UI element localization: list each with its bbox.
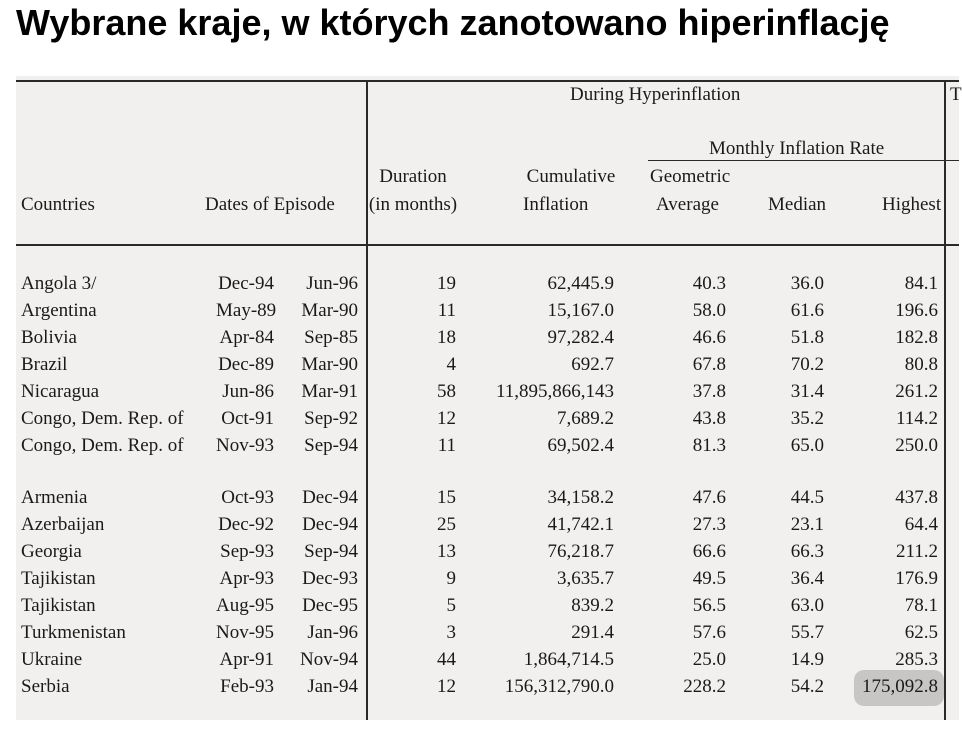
cell-start: Dec-92 xyxy=(218,514,274,535)
cell-end: Nov-94 xyxy=(300,649,359,670)
cell-end: Dec-93 xyxy=(302,568,358,589)
cell-country: Nicaragua xyxy=(21,381,100,402)
cell-duration: 44 xyxy=(437,649,456,670)
header-duration-line1: Duration xyxy=(379,166,447,187)
cell-duration: 3 xyxy=(446,622,456,643)
cell-cumulative: 1,864,714.5 xyxy=(523,649,614,670)
cell-end: Mar-90 xyxy=(301,300,358,321)
cell-highest: 211.2 xyxy=(895,541,938,562)
divider-right-edge xyxy=(944,80,946,720)
cell-start: Nov-93 xyxy=(216,435,275,456)
cell-country: Angola 3/ xyxy=(21,273,97,294)
cell-cumulative: 692.7 xyxy=(571,354,614,375)
cell-cumulative: 839.2 xyxy=(571,595,614,616)
cell-highest: 84.1 xyxy=(904,273,938,294)
header-cumulative-line1: Cumulative xyxy=(526,166,616,187)
cell-geometric: 81.3 xyxy=(692,435,726,456)
cell-cumulative: 69,502.4 xyxy=(547,435,614,456)
header-cumulative-line2: Inflation xyxy=(523,194,589,215)
cell-country: Azerbaijan xyxy=(21,514,105,535)
cell-country: Tajikistan xyxy=(21,568,96,589)
cell-cumulative: 3,635.7 xyxy=(557,568,614,589)
cell-country: Turkmenistan xyxy=(21,622,126,643)
cell-median: 66.3 xyxy=(790,541,824,562)
cell-geometric: 43.8 xyxy=(692,408,726,429)
cell-country: Congo, Dem. Rep. of xyxy=(21,435,184,456)
cell-country: Congo, Dem. Rep. of xyxy=(21,408,184,429)
cell-median: 63.0 xyxy=(790,595,824,616)
cell-median: 70.2 xyxy=(790,354,824,375)
cell-duration: 12 xyxy=(437,408,456,429)
header-dates: Dates of Episode xyxy=(205,194,335,215)
cell-cumulative: 156,312,790.0 xyxy=(504,676,614,697)
cell-geometric: 56.5 xyxy=(692,595,726,616)
cell-geometric: 67.8 xyxy=(692,354,726,375)
cell-country: Armenia xyxy=(21,487,88,508)
cell-country: Tajikistan xyxy=(21,595,96,616)
cell-median: 54.2 xyxy=(790,676,824,697)
cell-cumulative: 7,689.2 xyxy=(557,408,614,429)
cell-duration: 18 xyxy=(437,327,456,348)
header-bottom-rule xyxy=(16,244,959,246)
cell-highest: 261.2 xyxy=(895,381,938,402)
cell-median: 36.4 xyxy=(790,568,824,589)
cell-highest: 80.8 xyxy=(904,354,938,375)
cell-end: Dec-95 xyxy=(302,595,358,616)
cell-duration: 5 xyxy=(446,595,456,616)
cell-start: Aug-95 xyxy=(216,595,275,616)
cell-median: 31.4 xyxy=(790,381,824,402)
cell-highest: 175,092.8 xyxy=(862,676,938,697)
cell-country: Bolivia xyxy=(21,327,77,348)
cell-end: Sep-94 xyxy=(304,435,358,456)
cell-start: Jun-86 xyxy=(222,381,274,402)
cell-geometric: 25.0 xyxy=(692,649,726,670)
cell-country: Ukraine xyxy=(21,649,83,670)
cell-highest: 176.9 xyxy=(895,568,938,589)
slide-title: Wybrane kraje, w których zanotowano hiperinflację xyxy=(16,2,890,43)
cell-cumulative: 97,282.4 xyxy=(547,327,614,348)
cell-median: 65.0 xyxy=(790,435,824,456)
cell-highest: 285.3 xyxy=(895,649,938,670)
scanned-table xyxy=(16,76,962,720)
cell-geometric: 46.6 xyxy=(692,327,726,348)
header-highest: Highest xyxy=(882,194,942,215)
cell-highest: 114.2 xyxy=(895,408,938,429)
cell-duration: 12 xyxy=(437,676,456,697)
cell-highest: 78.1 xyxy=(904,595,938,616)
cell-start: Nov-95 xyxy=(216,622,275,643)
cell-cumulative: 15,167.0 xyxy=(547,300,614,321)
cell-duration: 19 xyxy=(437,273,456,294)
cell-country: Serbia xyxy=(21,676,70,697)
cell-geometric: 228.2 xyxy=(683,676,726,697)
cell-median: 51.8 xyxy=(790,327,824,348)
cell-end: Dec-94 xyxy=(302,514,358,535)
cell-end: Jan-94 xyxy=(307,676,358,697)
cell-end: Sep-92 xyxy=(304,408,358,429)
cell-start: Sep-93 xyxy=(220,541,274,562)
cell-cumulative: 34,158.2 xyxy=(547,487,614,508)
cell-start: Apr-93 xyxy=(219,568,274,589)
cell-geometric: 57.6 xyxy=(692,622,726,643)
cell-end: Jun-96 xyxy=(306,273,358,294)
cell-duration: 13 xyxy=(437,541,456,562)
top-rule xyxy=(16,80,959,82)
cell-geometric: 47.6 xyxy=(692,487,726,508)
cell-median: 61.6 xyxy=(790,300,824,321)
cell-start: May-89 xyxy=(216,300,277,321)
cell-duration: 25 xyxy=(437,514,456,535)
cell-highest: 62.5 xyxy=(904,622,938,643)
cell-duration: 9 xyxy=(446,568,456,589)
cell-start: Apr-91 xyxy=(219,649,274,670)
cell-highest: 437.8 xyxy=(895,487,938,508)
cell-highest: 196.6 xyxy=(895,300,938,321)
cell-median: 23.1 xyxy=(790,514,824,535)
header-countries: Countries xyxy=(21,194,95,215)
cell-duration: 11 xyxy=(437,435,456,456)
cell-country: Georgia xyxy=(21,541,82,562)
cell-highest: 64.4 xyxy=(904,514,938,535)
cell-start: Apr-84 xyxy=(219,327,274,348)
cell-median: 35.2 xyxy=(790,408,824,429)
cell-start: Feb-93 xyxy=(220,676,274,697)
header-duration-line2: (in months) xyxy=(368,194,458,215)
cell-geometric: 40.3 xyxy=(692,273,726,294)
cell-end: Jan-96 xyxy=(307,622,358,643)
header-geometric-line1: Geometric xyxy=(650,166,731,187)
cell-geometric: 27.3 xyxy=(692,514,726,535)
cell-duration: 58 xyxy=(437,381,456,402)
cell-median: 36.0 xyxy=(790,273,824,294)
header-median: Median xyxy=(768,194,827,215)
cell-end: Mar-90 xyxy=(301,354,358,375)
cell-country: Brazil xyxy=(21,354,68,375)
subgroup-header: Monthly Inflation Rate xyxy=(709,138,885,159)
cell-duration: 11 xyxy=(437,300,456,321)
cell-geometric: 58.0 xyxy=(692,300,726,321)
cell-geometric: 37.8 xyxy=(692,381,726,402)
cell-end: Dec-94 xyxy=(302,487,358,508)
cell-start: Dec-89 xyxy=(218,354,274,375)
cell-end: Sep-94 xyxy=(304,541,358,562)
cell-highest: 250.0 xyxy=(895,435,938,456)
cell-cumulative: 62,445.9 xyxy=(547,273,614,294)
subgroup-rule xyxy=(648,160,959,161)
cell-start: Dec-94 xyxy=(218,273,274,294)
cell-cumulative: 291.4 xyxy=(571,622,614,643)
cell-geometric: 66.6 xyxy=(692,541,726,562)
cell-cumulative: 11,895,866,143 xyxy=(495,381,614,402)
header-geometric-line2: Average xyxy=(656,194,719,215)
cell-median: 55.7 xyxy=(790,622,824,643)
cell-median: 44.5 xyxy=(790,487,824,508)
group-header: During Hyperinflation xyxy=(570,84,741,105)
cell-cumulative: 41,742.1 xyxy=(547,514,614,535)
cell-median: 14.9 xyxy=(790,649,824,670)
cell-cumulative: 76,218.7 xyxy=(547,541,614,562)
cell-geometric: 49.5 xyxy=(692,568,726,589)
cell-country: Argentina xyxy=(21,300,97,321)
cell-highest: 182.8 xyxy=(895,327,938,348)
cell-start: Oct-91 xyxy=(221,408,274,429)
cell-duration: 15 xyxy=(437,487,456,508)
right-edge-fragment: T xyxy=(950,84,962,105)
cell-end: Sep-85 xyxy=(304,327,358,348)
cell-start: Oct-93 xyxy=(221,487,274,508)
cell-end: Mar-91 xyxy=(301,381,358,402)
cell-duration: 4 xyxy=(446,354,456,375)
